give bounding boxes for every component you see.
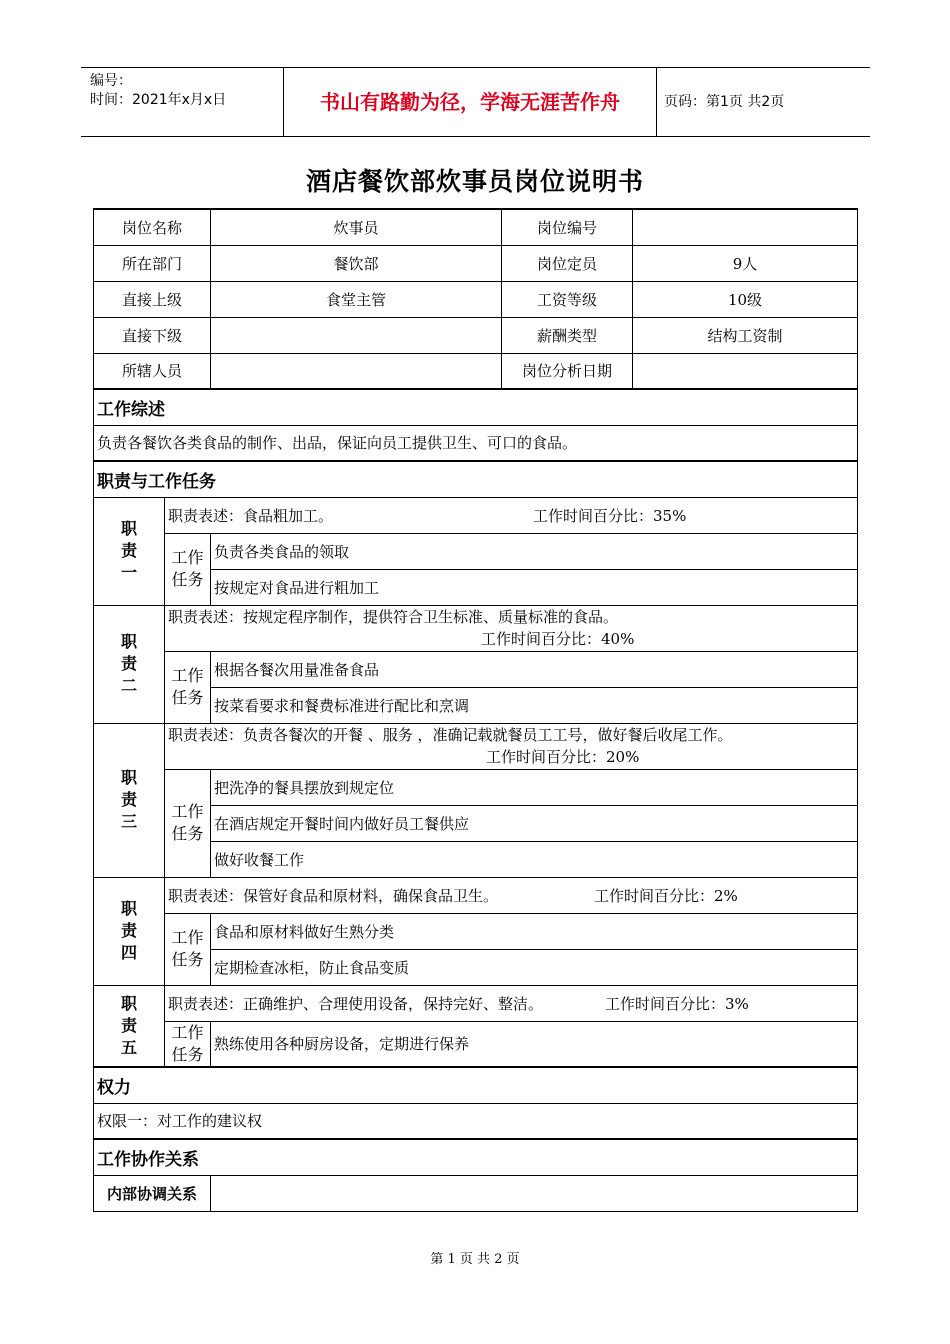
page-footer: 第 1 页 共 2 页 [430,1252,520,1267]
info-label: 工资等级 [502,281,633,317]
document-title: 酒店餐饮部炊事员岗位说明书 [305,167,644,196]
duty-row [94,605,858,651]
duty-label: 职 责 五 [94,985,165,1067]
duty-row [94,723,858,769]
duty-desc-text: 职责表述：保管好食品和原材料，确保食品卫生。 [168,886,499,905]
info-row [94,353,858,389]
duty-description [165,985,858,1021]
task-item: 按菜看要求和餐费标准进行配比和烹调 [211,687,858,723]
duty-row [94,877,858,913]
task-item: 熟练使用各种厨房设备，定期进行保养 [211,1021,858,1067]
header-motto: 书山有路勤为径，学海无涯苦作舟 [283,68,657,136]
info-value: 结构工资制 [633,317,858,353]
summary-text: 负责各餐饮各类食品的制作、出品，保证向员工提供卫生、可口的食品。 [94,425,858,461]
info-value [633,353,858,389]
task-label: 工作 任务 [165,533,211,605]
info-label: 薪酬类型 [502,317,633,353]
info-value: 炊事员 [211,209,502,245]
duty-row [94,497,858,533]
duty-label: 职 责 一 [94,497,165,605]
duty-description [165,497,858,533]
info-label: 所在部门 [94,245,211,281]
info-value [211,353,502,389]
duty-label: 职 责 二 [94,605,165,723]
summary-heading: 工作综述 [94,389,858,425]
duty-percentage: 工作时间百分比：35% [533,506,687,525]
internal-coordination-label: 内部协调关系 [94,1175,211,1211]
code-label: 编号： [90,73,132,89]
info-value: 9人 [633,245,858,281]
duty-percentage: 工作时间百分比：20% [486,748,640,766]
duties-heading: 职责与工作任务 [94,461,858,497]
info-label: 直接下级 [94,317,211,353]
duty-desc-text: 职责表述：正确维护、合理使用设备，保持完好、整洁。 [168,994,544,1013]
task-item: 负责各类食品的领取 [211,533,858,569]
task-label: 工作 任务 [165,651,211,723]
task-item: 做好收餐工作 [211,841,858,877]
duty-description [165,877,858,913]
job-description-table [93,208,858,1212]
duty-desc-text: 职责表述：按规定程序制作，提供符合卫生标准、质量标准的食品。 [168,608,619,626]
task-item: 定期检查冰柜，防止食品变质 [211,949,858,985]
task-item: 在酒店规定开餐时间内做好员工餐供应 [211,805,858,841]
info-value: 餐饮部 [211,245,502,281]
info-value [211,317,502,353]
info-label: 所辖人员 [94,353,211,389]
info-value: 10级 [633,281,858,317]
authority-item: 权限一：对工作的建议权 [94,1103,858,1139]
duty-percentage: 工作时间百分比：40% [481,630,635,648]
duty-description [165,723,858,769]
duty-row [94,985,858,1021]
task-label: 工作 任务 [165,1021,211,1067]
task-item: 把洗净的餐具摆放到规定位 [211,769,858,805]
info-label: 岗位分析日期 [502,353,633,389]
duty-description [165,605,858,651]
header-page-info: 页码：第1页 共2页 [664,94,785,110]
header-meta [81,68,283,136]
info-row [94,317,858,353]
info-label: 岗位名称 [94,209,211,245]
page-header [81,67,870,137]
info-row [94,245,858,281]
info-row [94,281,858,317]
info-label: 岗位定员 [502,245,633,281]
duty-label: 职 责 三 [94,723,165,877]
authority-heading: 权力 [94,1067,858,1103]
task-label: 工作 任务 [165,913,211,985]
time-label: 时间：2021年x月x日 [90,92,227,108]
task-item: 食品和原材料做好生熟分类 [211,913,858,949]
task-item: 按规定对食品进行粗加工 [211,569,858,605]
info-label: 岗位编号 [502,209,633,245]
duty-percentage: 工作时间百分比：2% [594,886,738,905]
info-label: 直接上级 [94,281,211,317]
duty-desc-text: 职责表述：食品粗加工。 [168,506,334,525]
info-value [633,209,858,245]
info-value: 食堂主管 [211,281,502,317]
duty-percentage: 工作时间百分比：3% [605,994,749,1013]
duty-label: 职 责 四 [94,877,165,985]
task-item: 根据各餐次用量准备食品 [211,651,858,687]
duty-desc-text: 职责表述：负责各餐次的开餐 、服务 ，准确记载就餐员工工号，做好餐后收尾工作。 [168,726,733,744]
cooperation-heading: 工作协作关系 [94,1139,858,1175]
internal-coordination-value [211,1175,858,1211]
task-label: 工作 任务 [165,769,211,877]
info-row [94,209,858,245]
